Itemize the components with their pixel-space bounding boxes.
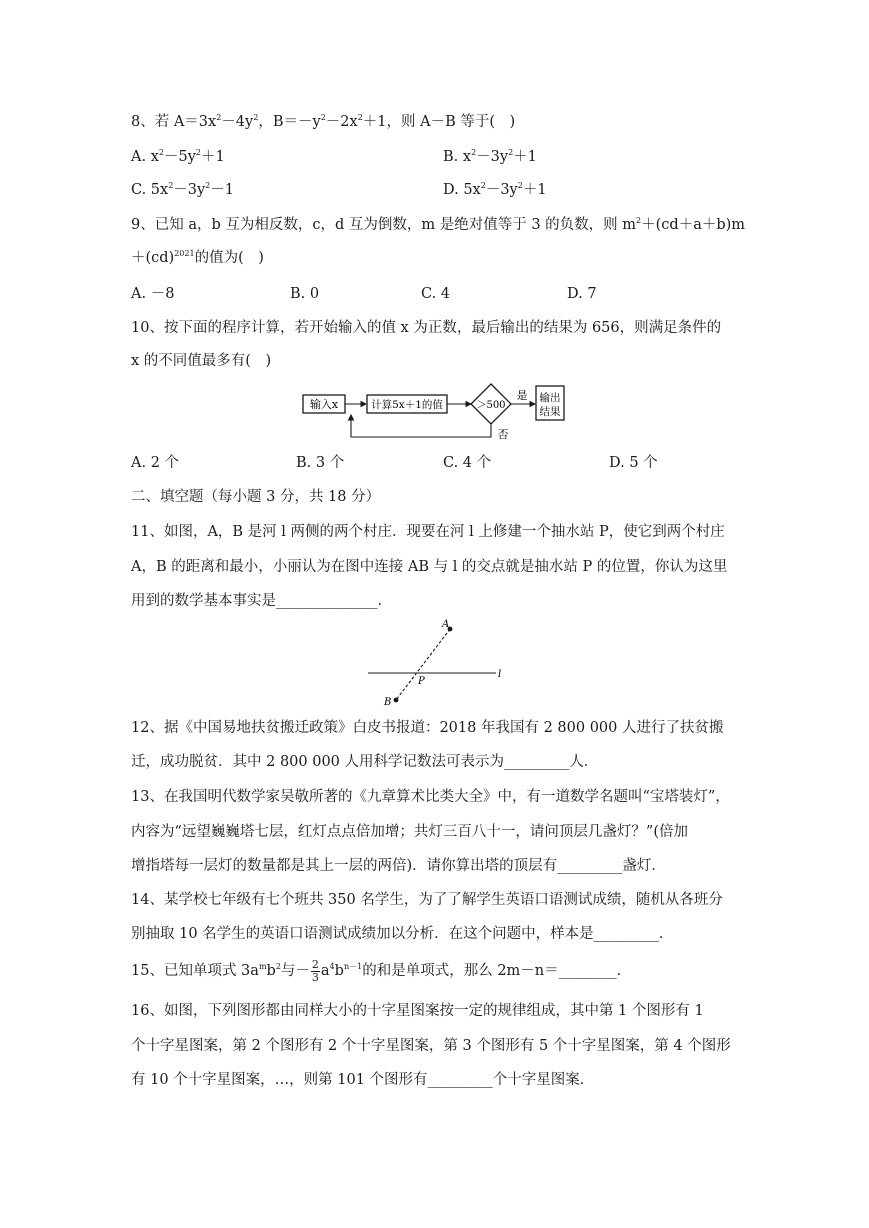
label-p: P	[418, 676, 425, 687]
q13-line-1: 13、在我国明代数学家吴敬所著的《九章算术比类大全》中，有一道数学名题叫“宝塔装灯”，	[131, 789, 730, 805]
label-a: A	[442, 619, 450, 630]
q12-line-2: 迁，成功脱贫．其中 2 800 000 人用科学记数法可表示为_________人．	[131, 754, 599, 770]
q10-option-b: B. 3 个	[296, 455, 345, 471]
q11-line-1: 11、如图，A，B 是河 l 两侧的两个村庄．现要在河 l 上修建一个抽水站 P，使它到两个村庄	[131, 524, 725, 540]
q14-line-2: 别抽取 10 名学生的英语口语测试成绩加以分析．在这个问题中，样本是_________．	[131, 926, 674, 942]
q12-line-1: 12、据《中国易地扶贫搬迁政策》白皮书报道：2018 年我国有 2 800 000 人进行了扶贫搬	[131, 720, 724, 736]
q8-stem: 8、若 $A=3x^2-4y^2$，$B=-y^2-2x^2+1$，则 A－B 等于( )	[131, 113, 516, 130]
q10-option-a: A. 2 个	[131, 455, 180, 471]
q8-option-c: C. $5x^2-3y^2-1$	[131, 181, 235, 198]
flow-output-label-1: 输出	[539, 392, 561, 404]
q9-line-1: 9、已知 a，b 互为相反数，c，d 互为倒数，m 是绝对值等于 3 的负数，则 $m^2+(cd+a+b)m$	[131, 216, 746, 233]
label-l: l	[498, 669, 502, 680]
section-2-heading: 二、填空题（每小题 3 分，共 18 分）	[131, 489, 381, 505]
q16-line-1: 16、如图，下列图形都由同样大小的十字星图案按一定的规律组成，其中第 1 个图形有 1	[131, 1003, 704, 1019]
q8-option-d: D. $5x^2-3y^2+1$	[443, 181, 547, 198]
q14-line-1: 14、某学校七年级有七个班共 350 名学生，为了了解学生英语口语测试成绩，随机从各班分	[131, 892, 723, 908]
q13-line-3: 增指塔每一层灯的数量都是其上一层的两倍)．请你算出塔的顶层有_________盏灯．	[131, 858, 666, 874]
flow-no-label: 否	[497, 428, 509, 441]
q13-line-2: 内容为“远望巍巍塔七层，红灯点点倍加增；共灯三百八十一，请问顶层几盏灯？”(倍加	[131, 824, 688, 840]
q16-line-2: 个十字星图案，第 2 个图形有 2 个十字星图案，第 3 个图形有 5 个十字星图案，第 4 个图形	[131, 1038, 731, 1054]
q8-option-b: B. $x^2-3y^2+1$	[443, 148, 537, 165]
q11-figure	[364, 614, 508, 710]
flow-output-label-2: 结果	[539, 406, 561, 418]
q10-option-d: D. 5 个	[609, 455, 658, 471]
q15-stem: 15、已知单项式 $3a^mb^2$与－ $\frac{2}{3}$ $a^4b^{n-1}$的和是单项式，那么 2m－n＝________．	[131, 957, 632, 984]
q10-flowchart	[298, 380, 568, 442]
flow-input-label: 输入x	[309, 398, 339, 411]
q16-line-3: 有 10 个十字星图案，…，则第 101 个图形有_________个十字星图案．	[131, 1072, 595, 1088]
q15-fraction: $\frac{2}{3}$	[311, 957, 319, 984]
q10-line-2: x 的不同值最多有( )	[131, 353, 272, 369]
q9-option-c: C. 4	[421, 286, 451, 302]
q11-line-2: A，B 的距离和最小，小丽认为在图中连接 AB 与 l 的交点就是抽水站 P 的位置，你认为这里	[131, 559, 728, 575]
q10-line-1: 10、按下面的程序计算，若开始输入的值 x 为正数，最后输出的结果为 656，则满足条件的	[131, 320, 722, 336]
flow-condition-label: ＞500	[476, 400, 506, 411]
flow-yes-label: 是	[516, 389, 528, 402]
q10-option-c: C. 4 个	[443, 455, 492, 471]
q9-option-a: A. －8	[131, 286, 175, 302]
point-b	[394, 698, 399, 703]
q9-option-d: D. 7	[567, 286, 597, 302]
q8-option-a: A. $x^2-5y^2+1$	[131, 148, 225, 165]
segment-ab-dashed	[396, 629, 450, 700]
flow-compute-label: 计算5x＋1的值	[371, 399, 443, 411]
flow-loop-arrow	[351, 415, 491, 437]
label-b: B	[384, 697, 392, 708]
q11-line-3: 用到的数学基本事实是______________．	[131, 593, 392, 609]
q9-line-2: ＋(cd)$^{2021}$的值为( )	[131, 249, 264, 266]
q9-option-b: B. 0	[290, 286, 320, 302]
